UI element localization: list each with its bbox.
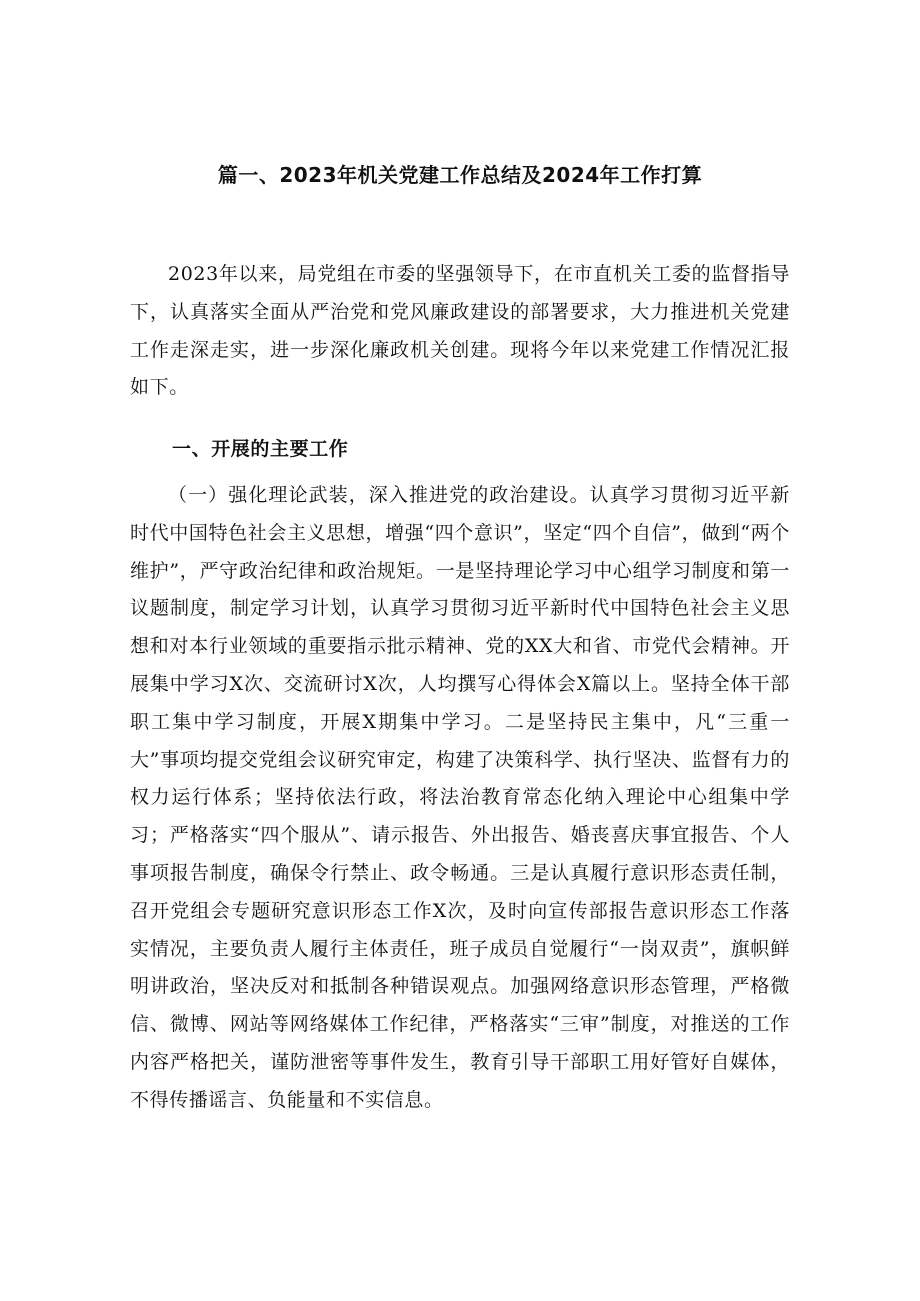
intro-paragraph: 2023年以来，局党组在市委的坚强领导下，在市直机关工委的监督指导下，认真落实全面从严治党和党风廉政建设的部署要求，大力推进机关党建工作走深走实，进一步深化廉政机关创建。现将今年以来党建工作情况汇报如下。: [130, 263, 790, 399]
body-paragraph-1: （一）强化理论武装，深入推进党的政治建设。认真学习贯彻习近平新时代中国特色社会主义思想，增强“四个意识”，坚定“四个自信”，做到“两个维护”，严守政治纪律和政治规矩。一是坚持理论学习中心组学习制度和第一议题制度，制定学习计划，认真学习贯彻习近平新时代中国特色社会主义思想和对本行业领域的重要指示批示精神、党的XX大和省、市党代会精神。开展集中学习X次、交流研讨X次，人均撰写心得体会X篇以上。坚持全体干部职工集中学习制度，开展X期集中学习。二是坚持民主集中，凡“三重一大”事项均提交党组会议研究审定，构建了决策科学、执行坚决、监督有力的权力运行体系；坚持依法行政，将法治教育常态化纳入理论中心组集中学习；严格落实“四个服从”、请示报告、外出报告、婚丧喜庆事宜报告、个人事项报告制度，确保令行禁止、政令畅通。三是认真履行意识形态责任制，召开党组会专题研究意识形态工作X次，及时向宣传部报告意识形态工作落实情况，主要负责人履行主体责任，班子成员自觉履行“一岗双责”，旗帜鲜明讲政治，坚决反对和抵制各种错误观点。加强网络意识形态管理，严格微信、微博、网站等网络媒体工作纪律，严格落实“三审”制度，对推送的工作内容严格把关，谨防泄密等事件发生，教育引导干部职工用好管好自媒体，不得传播谣言、负能量和不实信息。: [130, 484, 790, 1111]
section-heading: 一、开展的主要工作: [172, 438, 349, 460]
document-title: 篇一、2023年机关党建工作总结及2024年工作打算: [217, 163, 703, 187]
